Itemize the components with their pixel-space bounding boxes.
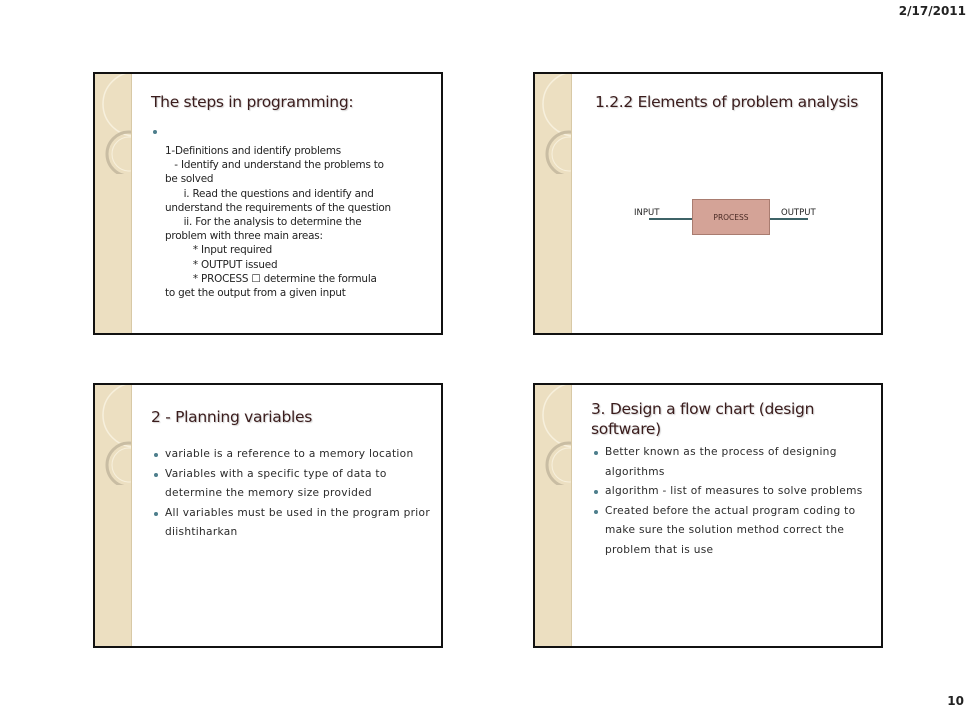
page-number: 10 [947, 694, 964, 708]
body-line: * PROCESS ☐ determine the formula [165, 272, 377, 285]
body-line: understand the requirements of the question [165, 201, 391, 214]
bullet-icon [154, 473, 158, 477]
process-box [692, 199, 770, 235]
input-label: INPUT [634, 208, 660, 218]
slide-decorative-stripe [95, 385, 132, 646]
body-line: be solved [165, 173, 214, 186]
decorative-circles-icon [95, 385, 131, 485]
bullet-text: variable is a reference to a memory location [165, 448, 414, 460]
input-arrow [649, 218, 693, 220]
bullet-text: All variables must be used in the program prior diishtiharkan [165, 506, 430, 538]
ipo-diagram [535, 74, 881, 333]
list-item [591, 443, 873, 482]
list-item [591, 482, 873, 502]
body-line: ii. For the analysis to determine the [165, 216, 362, 229]
slide-thumbnail-4[interactable] [533, 383, 883, 648]
output-label: OUTPUT [781, 208, 816, 218]
body-line: i. Read the questions and identify and [165, 187, 374, 200]
decorative-circles-icon [535, 385, 571, 485]
slide-thumbnail-1[interactable] [93, 72, 443, 335]
bullet-icon [154, 453, 158, 457]
bullet-icon [154, 512, 158, 516]
output-arrow [770, 218, 808, 220]
body-line: to get the output from a given input [165, 287, 346, 300]
list-item [151, 445, 433, 465]
slide-decorative-stripe [95, 74, 132, 333]
slide-thumbnail-3[interactable] [93, 383, 443, 648]
bullet-icon [594, 451, 598, 455]
bullet-icon [594, 510, 598, 514]
process-label: PROCESS [713, 212, 749, 222]
slide-decorative-stripe [535, 385, 572, 646]
bullet-list [591, 443, 873, 560]
bullet-text: Variables with a specific type of data to determine the memory size provided [165, 467, 387, 499]
slide-title: 3. Design a flow chart (design software) [591, 400, 815, 438]
body-line: 1-Definitions and identify problems [165, 145, 341, 157]
slide-title: The steps in programming: [151, 93, 354, 111]
header-date: 2/17/2011 [898, 4, 966, 18]
slide-thumbnail-2[interactable] [533, 72, 883, 335]
body-line: * Input required [165, 244, 272, 257]
list-item [151, 465, 433, 504]
body-line: - Identify and understand the problems to [165, 159, 384, 172]
slide-title: 2 - Planning variables [151, 408, 313, 426]
bullet-list [151, 445, 433, 543]
list-item [591, 502, 873, 561]
bullet-text: algorithm - list of measures to solve problems [605, 485, 863, 497]
body-line: problem with three main areas: [165, 230, 323, 243]
bullet-text: Better known as the process of designing algorithms [605, 446, 837, 478]
list-item [151, 504, 433, 543]
decorative-circles-icon [95, 74, 131, 174]
bullet-icon [594, 490, 598, 494]
slide-title: 1.2.2 Elements of problem analysis [595, 93, 859, 111]
bullet-text: Created before the actual program coding to make sure the solution method correct the problem that is use [605, 504, 856, 556]
bullet-icon [153, 130, 157, 134]
body-line: * OUTPUT issued [165, 258, 278, 271]
slide-body [165, 130, 435, 300]
